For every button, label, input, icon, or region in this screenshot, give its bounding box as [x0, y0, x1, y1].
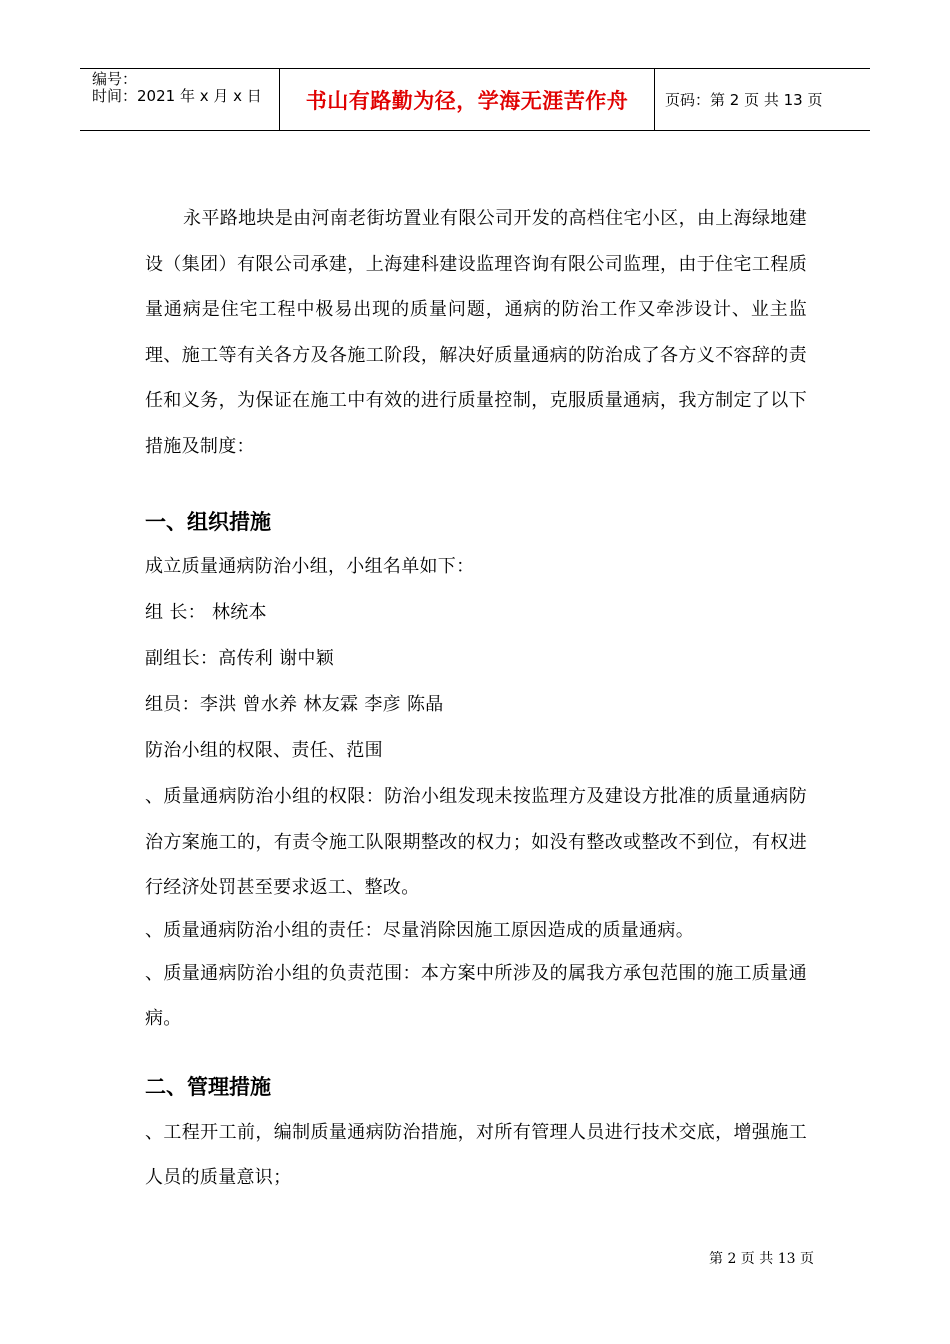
intro-paragraph: 永平路地块是由河南老街坊置业有限公司开发的高档住宅小区，由上海绿地建设（集团）有限公司承建，上海建科建设监理咨询有限公司监理，由于住宅工程质量通病是住宅工程中极易出现的质量问题，通病的防治工作又牵涉设计、业主监理、施工等有关各方及各施工阶段，解决好质量通病的防治成了各方义不容辞的责任和义务，为保证在施工中有效的进行质量控制，克服质量通病，我方制定了以下措施及制度： — [145, 208, 807, 457]
section-1-heading: 一、组织措施 — [145, 510, 271, 534]
page-footer: 第 2 页 共 13 页 — [709, 1251, 814, 1267]
group-intro-line: 成立质量通病防治小组，小组名单如下： — [145, 556, 475, 577]
section-2-heading: 二、管理措施 — [145, 1074, 271, 1099]
authority-item: 、质量通病防治小组的权限：防治小组发现未按监理方及建设方批准的质量通病防治方案施工的，有责令施工队限期整改的权力；如没有整改或整改不到位，有权进行经济处罚甚至要求返工、整改。 — [145, 786, 807, 898]
document-body — [145, 196, 807, 1201]
group-deputy-line: 副组长：高传利 谢中颖 — [145, 648, 335, 669]
header-motto: 书山有路勤为径，学海无涯苦作舟 — [280, 69, 655, 130]
header-page-number: 页码：第 2 页 共 13 页 — [665, 91, 823, 109]
group-members-line: 组员：李洪 曾水养 林友霖 李彦 陈晶 — [145, 694, 444, 715]
responsibility-item: 、质量通病防治小组的责任：尽量消除因施工原因造成的质量通病。 — [145, 919, 694, 941]
page-header — [80, 68, 870, 131]
document-time-label: 时间：2021 年 x 月 x 日 — [92, 87, 262, 105]
group-scope-line: 防治小组的权限、责任、范围 — [145, 740, 383, 761]
document-number-label: 编号： — [92, 70, 138, 88]
range-item: 、质量通病防治小组的负责范围：本方案中所涉及的属我方承包范围的施工质量通病。 — [145, 962, 807, 1029]
group-leader-line: 组 长： 林统本 — [145, 602, 267, 623]
header-meta — [80, 69, 280, 130]
management-item-1: 、工程开工前，编制质量通病防治措施，对所有管理人员进行技术交底，增强施工人员的质量意识； — [145, 1121, 807, 1188]
